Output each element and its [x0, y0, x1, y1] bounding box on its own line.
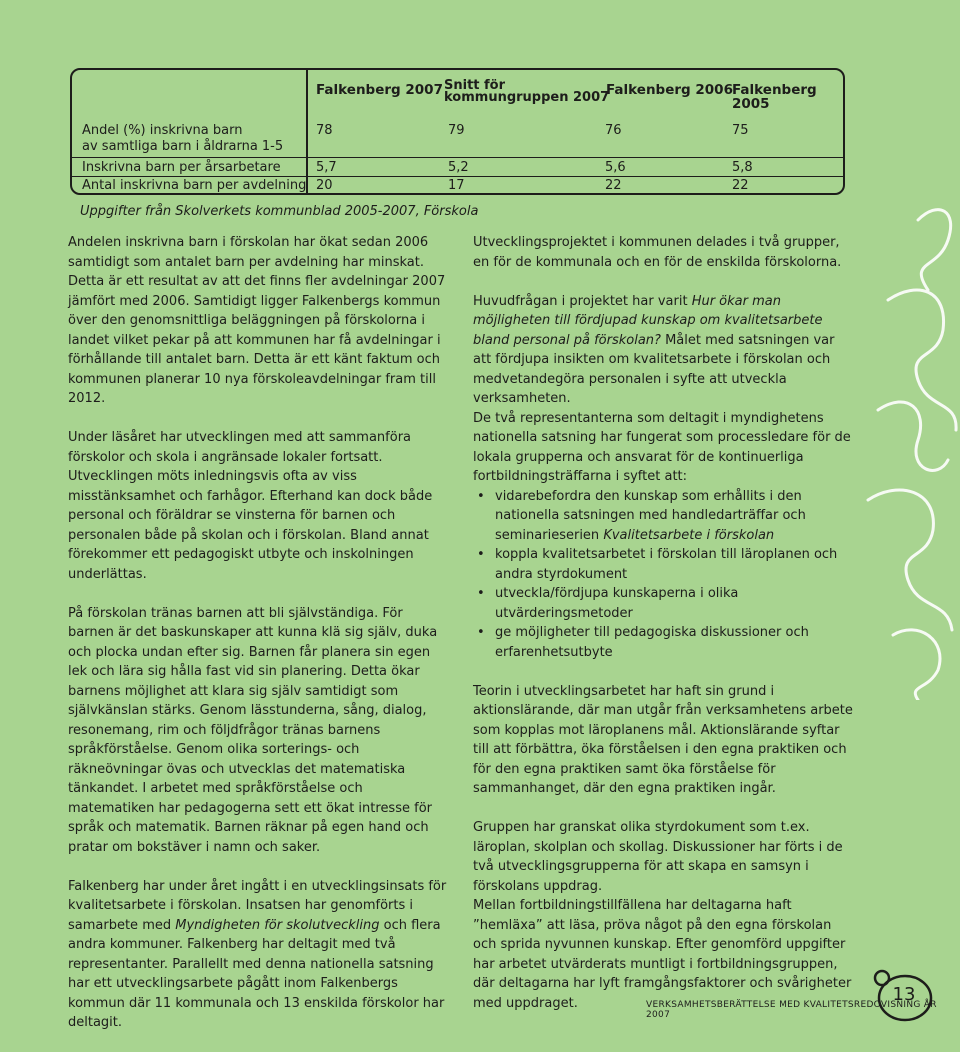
cell-value: 17	[448, 178, 465, 193]
agency-name: Myndigheten för skolutveckling	[175, 917, 380, 933]
page-number: 13	[892, 984, 916, 1005]
cell-value: 5,2	[448, 160, 469, 175]
paragraph: Teorin i utvecklingsarbetet har haft sin grund i aktionslärande, där man utgår från verksamhetens arbete som kopplas mot läroplanens mål. Aktionslärande syftar till att förbättra, öka förståelsen i den egna praktiken och för den egna praktiken samt öka förståelse för sammanhanget, där den egna praktiken ingår.	[473, 683, 853, 796]
paragraph: Gruppen har granskat olika styrdokument som t.ex. läroplan, skolplan och skollag. Diskussioner har förts i de två utvecklingsgrupperna för att skapa en samsyn i förskolans uppdrag.	[473, 820, 843, 894]
paragraph-text: Målet med satsningen var att fördjupa insikten om kvalitetsarbete i förskolan och medvetandegöra personalen i syfte att utveckla verksamheten.	[473, 332, 835, 406]
paragraph: De två representanterna som deltagit i myndighetens nationella satsning har fungerat som processledare för de lokala grupperna och ansvarat för de kontinuerliga fortbildningsträffarna i syftet att:	[473, 410, 851, 484]
bullet-icon: •	[477, 625, 485, 640]
left-column	[68, 233, 448, 1052]
header-kommungruppen-2007	[444, 80, 609, 104]
paragraph-text: Huvudfrågan i projektet har varit	[473, 293, 692, 309]
cell-value: 76	[605, 123, 622, 138]
table-source: Uppgifter från Skolverkets kommunblad 2005-2007, Förskola	[80, 204, 479, 219]
goal-list	[473, 487, 853, 663]
header-falkenberg-2007: Falkenberg 2007	[316, 82, 443, 98]
bullet-icon: •	[477, 547, 485, 562]
list-item	[473, 545, 853, 584]
paragraph: På förskolan tränas barnen att bli självständiga. För barnen är det baskunskaper att kunna klä sig själv, duka och plocka undan efter sig. Barnen får planera sin egen lek och lära sig hålla fast vid sin planering. Detta ökar barnens möjlighet att klara sig själv samtidigt som självkänslan stärks. Genom lässtunderna, sång, dialog, resonemang, rim och följdfrågor tränas barnens språkförståelse. Genom olika sorterings- och räkneövningar övas och utvecklas det matematiska tänkandet. I arbetet med språkförståelse och matematiken har pedagogerna sett ett ökat intresse för språk och matematik. Barnen räknar på egen hand och pratar om bokstäver i namn och saker.	[68, 605, 438, 855]
cell-value: 22	[605, 178, 622, 193]
project-question: Hur ökar man möjligheten till fördjupad kunskap om kvalitetsarbete bland personal på förskolan?	[473, 293, 823, 348]
paragraph: Andelen inskrivna barn i förskolan har ökat sedan 2006 samtidigt som antalet barn per avdelning har minskat. Detta är ett resultat av att det finns fler avdelningar 2007 jämfört med 2006. Samtidigt ligger Falkenbergs kommun över den genomsnittliga beläggningen på förskolorna i landet vilket pekar på att kommunen har få avdelningar i förhållande till antalet barn. Detta är ett känt faktum och kommunen planerar 10 nya förskoleavdelningar fram till 2012.	[68, 235, 446, 406]
header-snitt-line1: Snitt för	[444, 78, 506, 93]
paragraph-text: och flera andra kommuner. Falkenberg har deltagit med två representanter. Parallellt med denna nationella satsning har ett utvecklingsarbete pågått inom Falkenbergs kommun där 11 kommunala och 13 enskilda förskolor har deltagit.	[68, 917, 445, 1030]
list-item	[473, 584, 853, 623]
list-item-text: koppla kvalitetsarbetet i förskolan till läroplanen och andra styrdokument	[495, 547, 838, 582]
cell-value: 5,7	[316, 160, 337, 175]
cell-value: 5,8	[732, 160, 753, 175]
paragraph-text: Falkenberg har under året ingått i en utvecklingsinsats för kvalitetsarbete i förskolan. Insatsen har genomförts i samarbete med	[68, 878, 447, 933]
paragraph: Utvecklingsprojektet i kommunen delades i två grupper, en för de kommunala och en för de enskilda förskolorna.	[473, 235, 842, 270]
list-item-text: utveckla/fördjupa kunskaperna i olika utvärderingsmetoder	[495, 586, 739, 621]
paragraph: Mellan fortbildningstillfällena har deltagarna haft ”hemläxa” att läsa, pröva något på den egna förskolan och sprida nyvunnen kunskap. Efter genomförd uppgifter har arbetet utvärderats muntligt i fortbildningsgruppen, där deltagarna har lyft framgångsfaktorer och svårigheter med uppdraget.	[473, 898, 852, 1011]
header-falkenberg-2005: Falkenberg 2005	[732, 82, 817, 112]
row-label: Antal inskrivna barn per avdelning	[82, 178, 307, 193]
list-item-text: ge möjligheter till pedagogiska diskussioner och erfarenhetsutbyte	[495, 625, 809, 660]
row-label: Inskrivna barn per årsarbetare	[82, 160, 281, 175]
footer-title: VERKSAMHETSBERÄTTELSE MED KVALITETSREDOVISNING ÅR 2007	[646, 1000, 937, 1020]
cell-value: 22	[732, 178, 749, 193]
header-snitt-line2: kommungruppen 2007	[444, 90, 610, 105]
paragraph: Under läsåret har utvecklingen med att sammanföra förskolor och skola i angränsade lokaler fortsatt. Utvecklingen möts inledningsvis ofta av viss misstänksamhet och farhågor. Efterhand kan dock både personal och föräldrar se vinsterna för barnen och personalen både på skolan och i förskolan. Bland annat förekommer ett pedagogiskt utbyte och inskolningen underlättas.	[68, 430, 433, 582]
row-divider	[72, 157, 843, 158]
cell-value: 20	[316, 178, 333, 193]
cell-value: 79	[448, 123, 465, 138]
row-label	[82, 123, 283, 155]
row-label-line2: av samtliga barn i åldrarna 1-5	[82, 139, 284, 154]
header-falkenberg-2006: Falkenberg 2006	[606, 82, 733, 98]
row-divider	[72, 176, 843, 177]
list-item	[473, 623, 853, 662]
cell-value: 5,6	[605, 160, 626, 175]
paragraph	[68, 877, 448, 1033]
bullet-icon: •	[477, 586, 485, 601]
right-column	[473, 233, 853, 1033]
list-item	[473, 487, 853, 546]
table-row	[82, 123, 839, 157]
seminar-name: Kvalitetsarbete i förskolan	[603, 527, 775, 543]
list-item-text: vidarebefordra den kunskap som erhållits i den nationella satsningen med handledarträffar och seminarieserien	[495, 488, 806, 543]
cell-value: 75	[732, 123, 749, 138]
cell-value: 78	[316, 123, 333, 138]
row-label-line1: Andel (%) inskrivna barn	[82, 123, 243, 138]
paragraph	[473, 292, 853, 409]
statistics-table	[70, 68, 845, 195]
decorative-handwriting	[848, 180, 960, 700]
bullet-icon: •	[477, 488, 485, 504]
